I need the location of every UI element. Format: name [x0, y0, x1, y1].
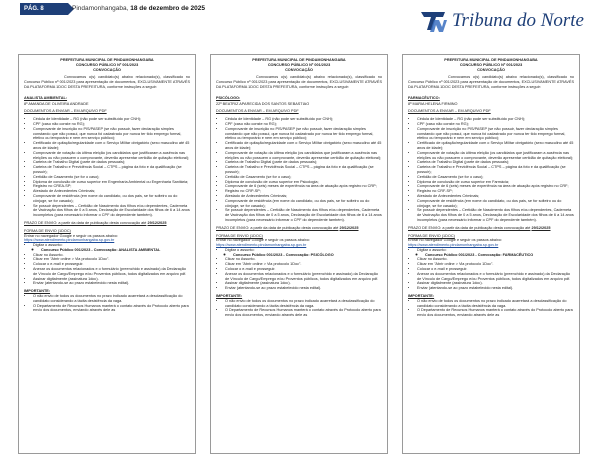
atendimento-link[interactable]: https://www.atendimento.pindamonhangaba.sp.gov.br: [24, 238, 115, 243]
important-list: [216, 299, 382, 318]
docs-item: • Cédula de Identidade – RG (não pode ser substituído por CNH);: [33, 117, 190, 122]
notice-intro: Convocamos o(s) candidato(s) abaixo relacionado(s), classificado no Concurso Público nº 001/2023 para apresentação de documentos, EXCLUSIVAMENTE ATRAVÉS DA PLATAFORMA 1DOC DESTA PREFEITURA, conforme instruções a seguir:: [216, 75, 382, 89]
steps-item: ◦ Concurso Público 001/2023 - Convocação: FARMACÊUTICO: [425, 253, 574, 258]
docs-item: • Comprovante de votação da última eleição (os candidatos que justificaram a ausência nas eleições ou não possuem o comprovante, deverão apresentar certidão de quitação eleitoral);: [417, 151, 574, 161]
send-intro: Entrar no navegador Google e seguir os passos abaixo:: [24, 233, 118, 238]
important-item: • O Departamento de Recursos Humanos manterá o contato através do Protocolo aberto para envio dos documentos, enviando através dele as: [417, 308, 574, 318]
steps-item: • Colocar o e-mail e prosseguir.: [225, 267, 382, 272]
docs-item: • Carteira de Trabalho Digital (parte de dados pessoais);: [225, 160, 382, 165]
page-header: [0, 0, 600, 44]
docs-item: • Comprovante de votação da última eleição (os candidatos que justificaram a ausência nas eleições ou não possuem o comprovante, deverão apresentar certidão de quitação eleitoral);: [33, 151, 190, 161]
steps-item: • Enviar (atentando-se ao prazo estabelecido nesta edital).: [33, 281, 190, 286]
important-item: • O Departamento de Recursos Humanos manterá o contato através do Protocolo aberto para envio dos documentos, enviando através dele as: [33, 304, 190, 314]
notice-title-convocacao: CONVOCAÇÃO: [285, 67, 313, 72]
important-list: [24, 294, 190, 313]
docs-item: • Certificado de quitação/regularidade com o Serviço Militar obrigatório (sexo masculino até 45 anos de idade);: [225, 141, 382, 151]
notice-intro: Convocamos o(s) candidato(s) abaixo relacionado(s), classificado no Concurso Público nº 001/2023 para apresentação de documentos, EXCLUSIVAMENTE ATRAVÉS DA PLATAFORMA 1DOC DESTA PREFEITURA, conforme instruções a seguir:: [408, 75, 574, 89]
notice-title-concurso: CONCURSO PÚBLICO Nº 001/2023: [459, 62, 523, 67]
convocation-notice-1: [18, 54, 196, 454]
send-intro: Entrar no navegador Google e seguir os passos abaixo:: [216, 238, 310, 243]
docs-item: • Comprovante de 6 (seis) meses de experiência na área de atuação após registro no CRF;: [417, 184, 574, 189]
important-item: • O não envio de todos os documentos no prazo indicado acarretará a desclassificação do candidato considerando a tácita desistência da vaga.: [33, 294, 190, 304]
steps-item: • Clicar em "Abrir online > Via protocolo 1Doc".: [225, 262, 382, 267]
documents-list: [24, 117, 190, 218]
candidate-name: 8º MARIA HELENA FIRMINO: [408, 101, 458, 106]
docs-item: • Certificado de quitação/regularidade com o Serviço Militar obrigatório (sexo masculino até 45 anos de idade);: [33, 141, 190, 151]
important-list: [408, 299, 574, 318]
role-title: PSICÓLOGO:: [216, 95, 241, 100]
role-title: ANALISTA AMBIENTAL:: [24, 95, 68, 100]
docs-item: • Certificado de quitação/regularidade com o Serviço Militar obrigatório (sexo masculino até 45 anos de idade);: [417, 141, 574, 151]
role-title: FARMACÊUTICO:: [408, 95, 440, 100]
city-name: Pindamonhangaba,: [72, 5, 129, 12]
docs-item: • Comprovante de residência (em nome do candidato, ou dos pais, se for solteiro ou do cônjuge, se for casado);: [225, 199, 382, 209]
notice-intro: Convocamos o(s) candidato(s) abaixo relacionado(s), classificado no Concurso Público nº 001/2023 para apresentação de documentos, EXCLUSIVAMENTE ATRAVÉS DA PLATAFORMA 1DOC DESTA PREFEITURA, conforme instruções a seguir:: [24, 75, 190, 89]
docs-item: • Diploma de conclusão de curso superior em Farmácia;: [417, 180, 574, 185]
send-method-heading: FORMA DE ENVIO (1DOC): [24, 228, 71, 233]
important-heading: IMPORTANTE:: [24, 289, 51, 294]
steps-item: • Anexar os documentos relacionados e o formulário (preenchido e assinado) da Declaração de Vínculo de Cargo/Emprego e/ou Proventos públicos, todos digitalizados em arquivo pdf.: [417, 272, 574, 282]
notice-title-convocacao: CONVOCAÇÃO: [93, 67, 121, 72]
steps-item: • Clicar no Assunto.: [417, 257, 574, 262]
documents-list: [408, 117, 574, 223]
docs-item: • Carteira de Trabalho e Previdência Social – CTPS – página da foto e da qualificação (se possuir);: [417, 165, 574, 175]
docs-item: • Se possuir dependentes – Certidão de Nascimento dos filhos e/ou dependentes, Caderneta de Vacinação dos filhos de 0 a 5 anos, Declaração de Escolaridade dos filhos de 6 a 14 anos incompletos (para necessário informar o CPF do dependente também).: [225, 208, 382, 222]
tribuna-logo-icon: [418, 8, 448, 34]
steps-item: • Colocar o e-mail e prosseguir.: [417, 267, 574, 272]
steps-item: • Colocar o e-mail e prosseguir.: [33, 262, 190, 267]
notice-title-prefeitura: PREFEITURA MUNICIPAL DE PINDAMONHANGABA: [444, 58, 538, 62]
steps-item: • Assinar digitalmente (assinatura 1doc).: [417, 281, 574, 286]
candidate-name: 8º AMANDA DE OLIVEIRA ANDRADE: [24, 101, 89, 106]
send-method-heading: FORMA DE ENVIO (1DOC): [408, 233, 455, 238]
docs-item: • Comprovante de residência (em nome do candidato, ou dos pais, se for solteiro ou do cônjuge, se for casado);: [33, 194, 190, 204]
steps-item: • Digitar o assunto:: [33, 243, 190, 248]
notice-title-prefeitura: PREFEITURA MUNICIPAL DE PINDAMONHANGABA: [252, 58, 346, 62]
steps-item: • Digitar o assunto:: [225, 248, 382, 253]
steps-item: • Clicar em "Abrir online > Via protocolo 1Doc".: [33, 257, 190, 262]
docs-item: • CPF (caso não conste no RG);: [33, 122, 190, 127]
steps-item: • Clicar em "Abrir online > Via protocolo 1Doc".: [417, 262, 574, 267]
deadline-text: PRAZO DE ENVIO: a partir da data de publicação desta convocação até 29/12/2025: [24, 220, 167, 225]
docs-item: • Carteira de Trabalho Digital (parte de dados pessoais);: [33, 160, 190, 165]
deadline-text: PRAZO DE ENVIO: a partir da data de publicação desta convocação até 29/12/2025: [216, 225, 359, 230]
docs-item: • Comprovante de inscrição no PIS/PASEP (se não possuir, fazer declaração simples constando que não possui, que nunca foi cadastrado por nunca ter tido emprego formal, efetivo ou temporário e nem em serviço público);: [417, 127, 574, 141]
documents-list: [216, 117, 382, 223]
send-steps-list: [408, 248, 574, 291]
docs-item: • Atestado de Antecedentes Criminais;: [33, 189, 190, 194]
docs-item: • CPF (caso não conste no RG);: [225, 122, 382, 127]
important-item: • O Departamento de Recursos Humanos manterá o contato através do Protocolo aberto para envio dos documentos, enviando através dele as: [225, 308, 382, 318]
send-method-heading: FORMA DE ENVIO (1DOC): [216, 233, 263, 238]
docs-item: • Certidão de Casamento (se for o caso);: [225, 175, 382, 180]
steps-item: • Enviar (atentando-se ao prazo estabelecido nesta edital).: [417, 286, 574, 291]
docs-item: • Certidão de Casamento (se for o caso);: [33, 175, 190, 180]
docs-item: • Comprovante de inscrição no PIS/PASEP (se não possuir, fazer declaração simples constando que não possui, que nunca foi cadastrado por nunca ter tido emprego formal, efetivo ou temporário e nem em serviço público);: [33, 127, 190, 141]
docs-item: • Comprovante de residência (em nome do candidato, ou dos pais, se for solteiro ou do cônjuge, se for casado);: [417, 199, 574, 209]
docs-item: • Comprovante de 6 (seis) meses de experiência na área de atuação após registro no CRP;: [225, 184, 382, 189]
steps-item: • Clicar no Assunto.: [225, 257, 382, 262]
deadline-text: PRAZO DE ENVIO: a partir da data de publicação desta convocação até 29/12/2025: [408, 225, 551, 230]
docs-item: • Registro no CREA-SP;: [33, 184, 190, 189]
steps-item: • Digitar o assunto:: [417, 248, 574, 253]
docs-item: • Carteira de Trabalho e Previdência Social – CTPS – página da foto e da qualificação (se possuir);: [33, 165, 190, 175]
atendimento-link[interactable]: https://www.atendimento.pindamonhangaba.sp.gov.br: [408, 243, 499, 248]
docs-item: • Se possuir dependentes – Certidão de Nascimento dos filhos e/ou dependentes, Caderneta de Vacinação dos filhos de 0 a 5 anos, Declaração de Escolaridade dos filhos de 6 a 14 anos incompletos (para necessário informar o CPF do dependente também).: [33, 204, 190, 218]
docs-item: • Registro no CRP-SP;: [225, 189, 382, 194]
send-intro: Entrar no navegador Google e seguir os passos abaixo:: [408, 238, 502, 243]
steps-item: ◦ Concurso Público 001/2023 - Convocação: PSICÓLOGO: [233, 253, 382, 258]
docs-item: • Registro no CRF-SP;: [417, 189, 574, 194]
docs-item: • CPF (caso não conste no RG);: [417, 122, 574, 127]
steps-item: • Assinar digitalmente (assinatura 1doc).: [225, 281, 382, 286]
docs-item: • Diploma de conclusão de curso superior em Psicologia;: [225, 180, 382, 185]
documents-heading: DOCUMENTOS A ENVIAR – EM ARQUIVO PDF: [24, 109, 107, 114]
notice-title-concurso: CONCURSO PÚBLICO Nº 001/2023: [267, 62, 331, 67]
notice-title-concurso: CONCURSO PÚBLICO Nº 001/2023: [75, 62, 139, 67]
docs-item: • Carteira de Trabalho Digital (parte de dados pessoais);: [417, 160, 574, 165]
docs-item: • Comprovante de inscrição no PIS/PASEP (se não possuir, fazer declaração simples constando que não possui, que nunca foi cadastrado por nunca ter tido emprego formal, efetivo ou temporário e nem em serviço público);: [225, 127, 382, 141]
docs-item: • Certidão de Casamento (se for o caso);: [417, 175, 574, 180]
docs-item: • Cédula de Identidade – RG (não pode ser substituído por CNH);: [225, 117, 382, 122]
docs-item: • Se possuir dependentes – Certidão de Nascimento dos filhos e/ou dependentes, Caderneta de Vacinação dos filhos de 0 a 5 anos, Declaração de Escolaridade dos filhos de 6 a 14 anos incompletos (para necessário informar o CPF do dependente também).: [417, 208, 574, 222]
steps-item: • Clicar no Assunto.: [33, 253, 190, 258]
steps-item: • Enviar (atentando-se ao prazo estabelecido nesta edital).: [225, 286, 382, 291]
convocation-notice-2: [210, 54, 388, 454]
send-steps-list: [24, 243, 190, 286]
docs-item: • Atestado de Antecedentes Criminais;: [225, 194, 382, 199]
notice-title-prefeitura: PREFEITURA MUNICIPAL DE PINDAMONHANGABA: [60, 58, 154, 62]
docs-item: • Comprovante de votação da última eleição (os candidatos que justificaram a ausência nas eleições ou não possuem o comprovante, deverão apresentar certidão de quitação eleitoral);: [225, 151, 382, 161]
important-item: • O não envio de todos os documentos no prazo indicado acarretará a desclassificação do candidato considerando a tácita desistência da vaga.: [225, 299, 382, 309]
documents-heading: DOCUMENTOS A ENVIAR – EM ARQUIVO PDF: [216, 109, 299, 114]
send-steps-list: [216, 248, 382, 291]
publication-date: 18 de dezembro de 2025: [130, 5, 205, 12]
steps-item: • Anexar os documentos relacionados e o formulário (preenchido e assinado) da Declaração de Vínculo de Cargo/Emprego e/ou Proventos públicos, todos digitalizados em arquivo pdf.: [33, 267, 190, 277]
steps-item: • Anexar os documentos relacionados e o formulário (preenchido e assinado) da Declaração de Vínculo de Cargo/Emprego e/ou Proventos públicos, todos digitalizados em arquivo pdf.: [225, 272, 382, 282]
important-item: • O não envio de todos os documentos no prazo indicado acarretará a desclassificação do candidato considerando a tácita desistência da vaga.: [417, 299, 574, 309]
date-line: [72, 3, 205, 15]
page-number-badge: PÁG. 8: [20, 3, 68, 15]
newspaper-name: Tribuna do Norte: [452, 10, 584, 31]
important-heading: IMPORTANTE:: [216, 294, 243, 299]
convocation-notice-3: [402, 54, 580, 454]
atendimento-link[interactable]: https://www.atendimento.pindamonhangaba.sp.gov.br: [216, 243, 307, 248]
docs-item: • Atestado de Antecedentes Criminais;: [417, 194, 574, 199]
documents-heading: DOCUMENTOS A ENVIAR – EM ARQUIVO PDF: [408, 109, 491, 114]
newspaper-brand: [418, 6, 584, 36]
candidate-name: 22º BEATRIZ APARECIDA DOS SANTOS SEBASTIAO: [216, 101, 310, 106]
steps-item: • Assinar digitalmente (assinatura 1doc).: [33, 277, 190, 282]
important-heading: IMPORTANTE:: [408, 294, 435, 299]
steps-item: ◦ Concurso Público 001/2023 - Convocação: ANALISTA AMBIENTAL: [41, 248, 190, 253]
docs-item: • Diploma de conclusão de curso superior em Engenharia Ambiental ou Engenharia Sanitária;: [33, 180, 190, 185]
docs-item: • Carteira de Trabalho e Previdência Social – CTPS – página da foto e da qualificação (se possuir);: [225, 165, 382, 175]
notice-title-convocacao: CONVOCAÇÃO: [477, 67, 505, 72]
docs-item: • Cédula de Identidade – RG (não pode ser substituído por CNH);: [417, 117, 574, 122]
